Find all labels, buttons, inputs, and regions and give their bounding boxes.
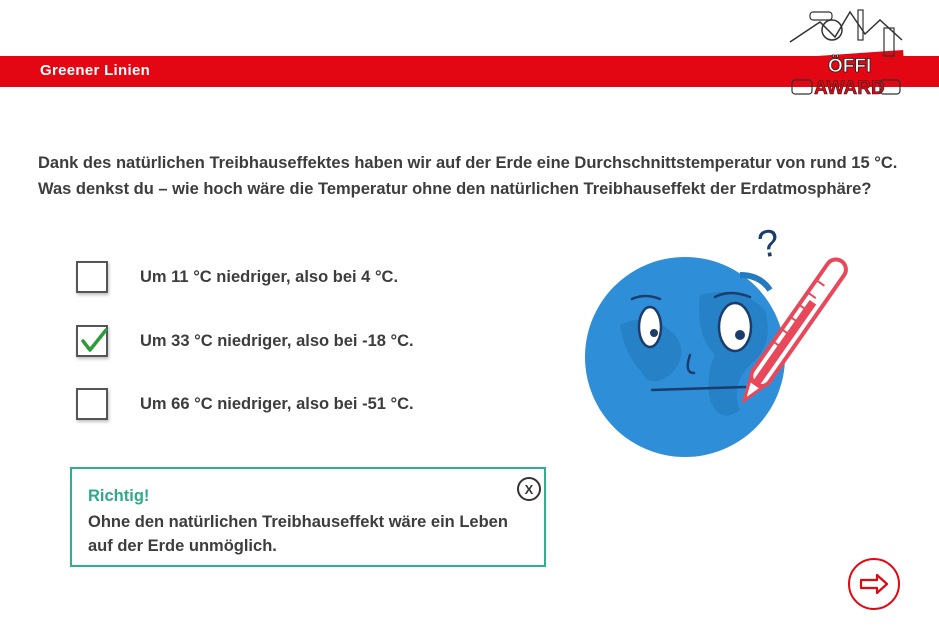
arrow-right-icon: [859, 574, 889, 594]
answer-checkbox-3[interactable]: [76, 388, 108, 420]
answer-label-3: Um 66 °C niedriger, also bei -51 °C.: [140, 394, 414, 413]
answer-checkbox-2[interactable]: [76, 325, 108, 357]
question-mark: ?: [754, 221, 783, 267]
feedback-text: Ohne den natürlichen Treibhauseffekt wäre ein Leben auf der Erde unmöglich.: [88, 513, 508, 555]
answer-option-1[interactable]: [76, 259, 398, 295]
question-text: [38, 150, 918, 202]
answer-option-3[interactable]: [76, 386, 414, 422]
question-line-2: Was denkst du – wie hoch wäre die Temperatur ohne den natürlichen Treibhauseffekt der Erdatmosphäre?: [38, 180, 872, 198]
logo-text-1: ÖFFI: [828, 56, 872, 77]
header-title: Greener Linien: [40, 62, 151, 79]
next-button[interactable]: [848, 558, 900, 610]
logo-text-2: AWARD: [814, 78, 885, 99]
oeffi-award-logo: [780, 2, 912, 102]
close-feedback-button[interactable]: [517, 477, 541, 501]
feedback-title: Richtig!: [88, 487, 150, 505]
answer-option-2[interactable]: [76, 323, 414, 359]
feedback-box: [70, 467, 546, 567]
question-line-1: Dank des natürlichen Treibhauseffektes haben wir auf der Erde eine Durchschnittstemperatur von rund 15 °C.: [38, 154, 898, 172]
answer-checkbox-1[interactable]: [76, 261, 108, 293]
checkmark-icon: [79, 325, 109, 355]
close-icon: X: [524, 481, 534, 497]
answer-label-2: Um 33 °C niedriger, also bei -18 °C.: [140, 331, 414, 350]
answer-label-1: Um 11 °C niedriger, also bei 4 °C.: [140, 267, 399, 286]
earth-thermometer-illustration: [580, 215, 860, 495]
